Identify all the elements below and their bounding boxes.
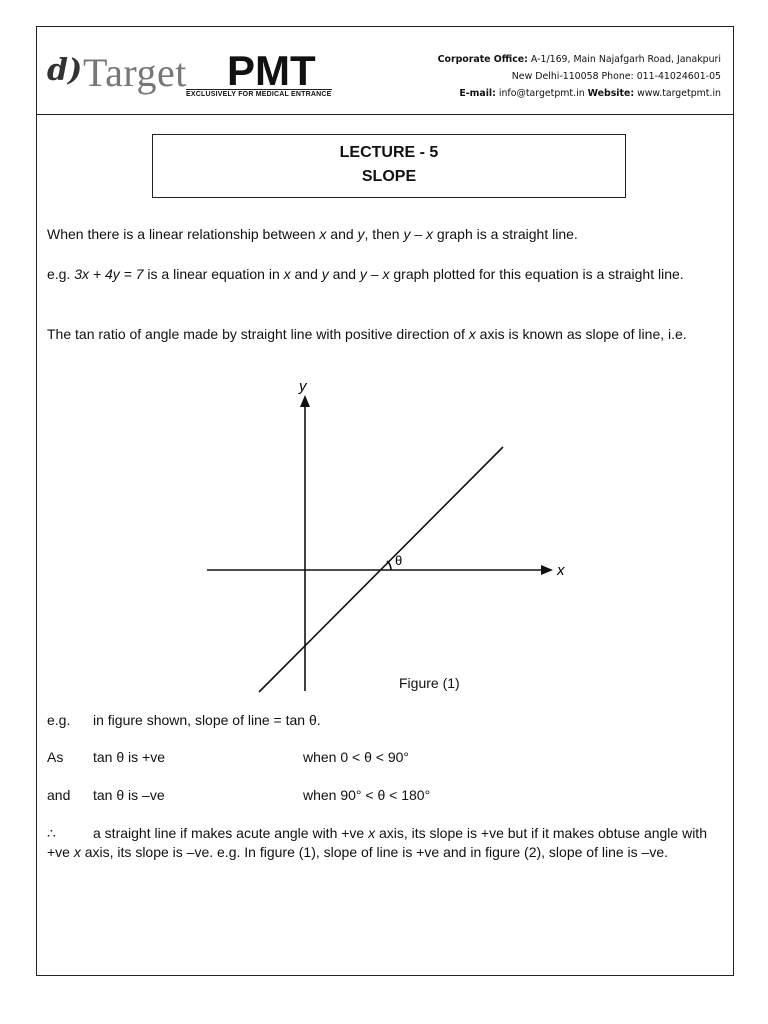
p2-text-c: and (290, 266, 322, 282)
targetpmt-logo (47, 47, 347, 107)
p4-text-c: axis, its slope is –ve. e.g. In figure (1), slope of line is +ve and in figure (2), slope of line is –ve. (80, 844, 668, 860)
email-value: info@targetpmt.in (495, 88, 588, 99)
row-1-label: As (47, 749, 64, 765)
paragraph-example-equation (47, 265, 723, 284)
logo-pmt-text: PMT (227, 47, 316, 94)
p2-text-b: is a linear equation in (143, 266, 284, 282)
office-address (438, 51, 721, 102)
website-value: www.targetpmt.in (634, 88, 721, 99)
angle-arc (387, 561, 391, 570)
p4-var-x1: x (368, 825, 376, 841)
row-2-text: tan θ is –ve (93, 787, 165, 803)
x-axis-label: x (557, 562, 565, 579)
p4-text-a: a straight line if makes acute angle with +ve (93, 825, 369, 841)
p2-var-y: y (321, 266, 329, 282)
therefore-symbol: ∴ (47, 825, 56, 841)
p1-text-b: and (326, 226, 358, 242)
p2-text-a: e.g. (47, 266, 75, 282)
p1-var-yx: y – x (403, 226, 434, 242)
page-header (37, 27, 733, 115)
office-line-2: New Delhi-110058 Phone: 011-41024601-05 (511, 71, 721, 82)
p3-var-x: x (468, 326, 476, 342)
y-axis-arrowhead (300, 395, 310, 407)
p2-text-d: and (328, 266, 360, 282)
row-2-condition: when 90° < θ < 180° (303, 787, 431, 803)
row-1-condition: when 0 < θ < 90° (303, 749, 410, 765)
p1-var-y: y (357, 226, 365, 242)
logo-target-text: Target (83, 50, 187, 95)
figure-1-slope-diagram (187, 379, 607, 699)
p2-var-yx: y – x (359, 266, 390, 282)
row-2-label: and (47, 787, 71, 803)
p1-text-d: graph is a straight line. (433, 226, 578, 242)
y-axis-label: y (299, 379, 307, 395)
row-0-text: in figure shown, slope of line = tan θ. (93, 712, 321, 728)
p3-text-a: The tan ratio of angle made by straight line with positive direction of (47, 326, 469, 342)
website-label: Website: (587, 88, 635, 99)
p4-text-b: axis, its slope is +ve but if it makes obtuse angle with +ve (47, 825, 707, 860)
x-axis-arrowhead (541, 565, 553, 575)
row-1-text: tan θ is +ve (93, 749, 165, 765)
logo-mark: d) (47, 53, 83, 88)
p2-text-e: graph plotted for this equation is a straight line. (389, 266, 684, 282)
paragraph-linear-relationship (47, 225, 723, 244)
paragraph-tan-ratio (47, 325, 723, 344)
p3-text-b: axis is known as slope of line, i.e. (475, 326, 687, 342)
paragraph-conclusion (47, 824, 723, 862)
figure-caption: Figure (1) (399, 675, 460, 691)
p4-var-x2: x (73, 844, 81, 860)
theta-label: θ (395, 553, 403, 568)
p2-var-x: x (283, 266, 291, 282)
logo-tagline: EXCLUSIVELY FOR MEDICAL ENTRANCE (186, 91, 332, 98)
row-0-label: e.g. (47, 712, 71, 728)
office-line-1 (438, 51, 721, 68)
p1-var-x: x (319, 226, 327, 242)
email-label: E-mail: (459, 88, 496, 99)
page-frame (36, 26, 734, 976)
lecture-number: LECTURE - 5 (339, 144, 439, 161)
p1-text-c: , then (364, 226, 404, 242)
office-line-3 (438, 85, 721, 102)
office-address-line1: A-1/169, Main Najafgarh Road, Janakpuri (527, 54, 721, 65)
slope-diagram-svg (187, 379, 607, 699)
p1-text-a: When there is a linear relationship between (47, 226, 320, 242)
p2-equation: 3x + 4y = 7 (74, 266, 144, 282)
lecture-title-box (152, 134, 626, 198)
lecture-topic: SLOPE (361, 168, 417, 185)
office-label: Corporate Office: (437, 54, 528, 65)
